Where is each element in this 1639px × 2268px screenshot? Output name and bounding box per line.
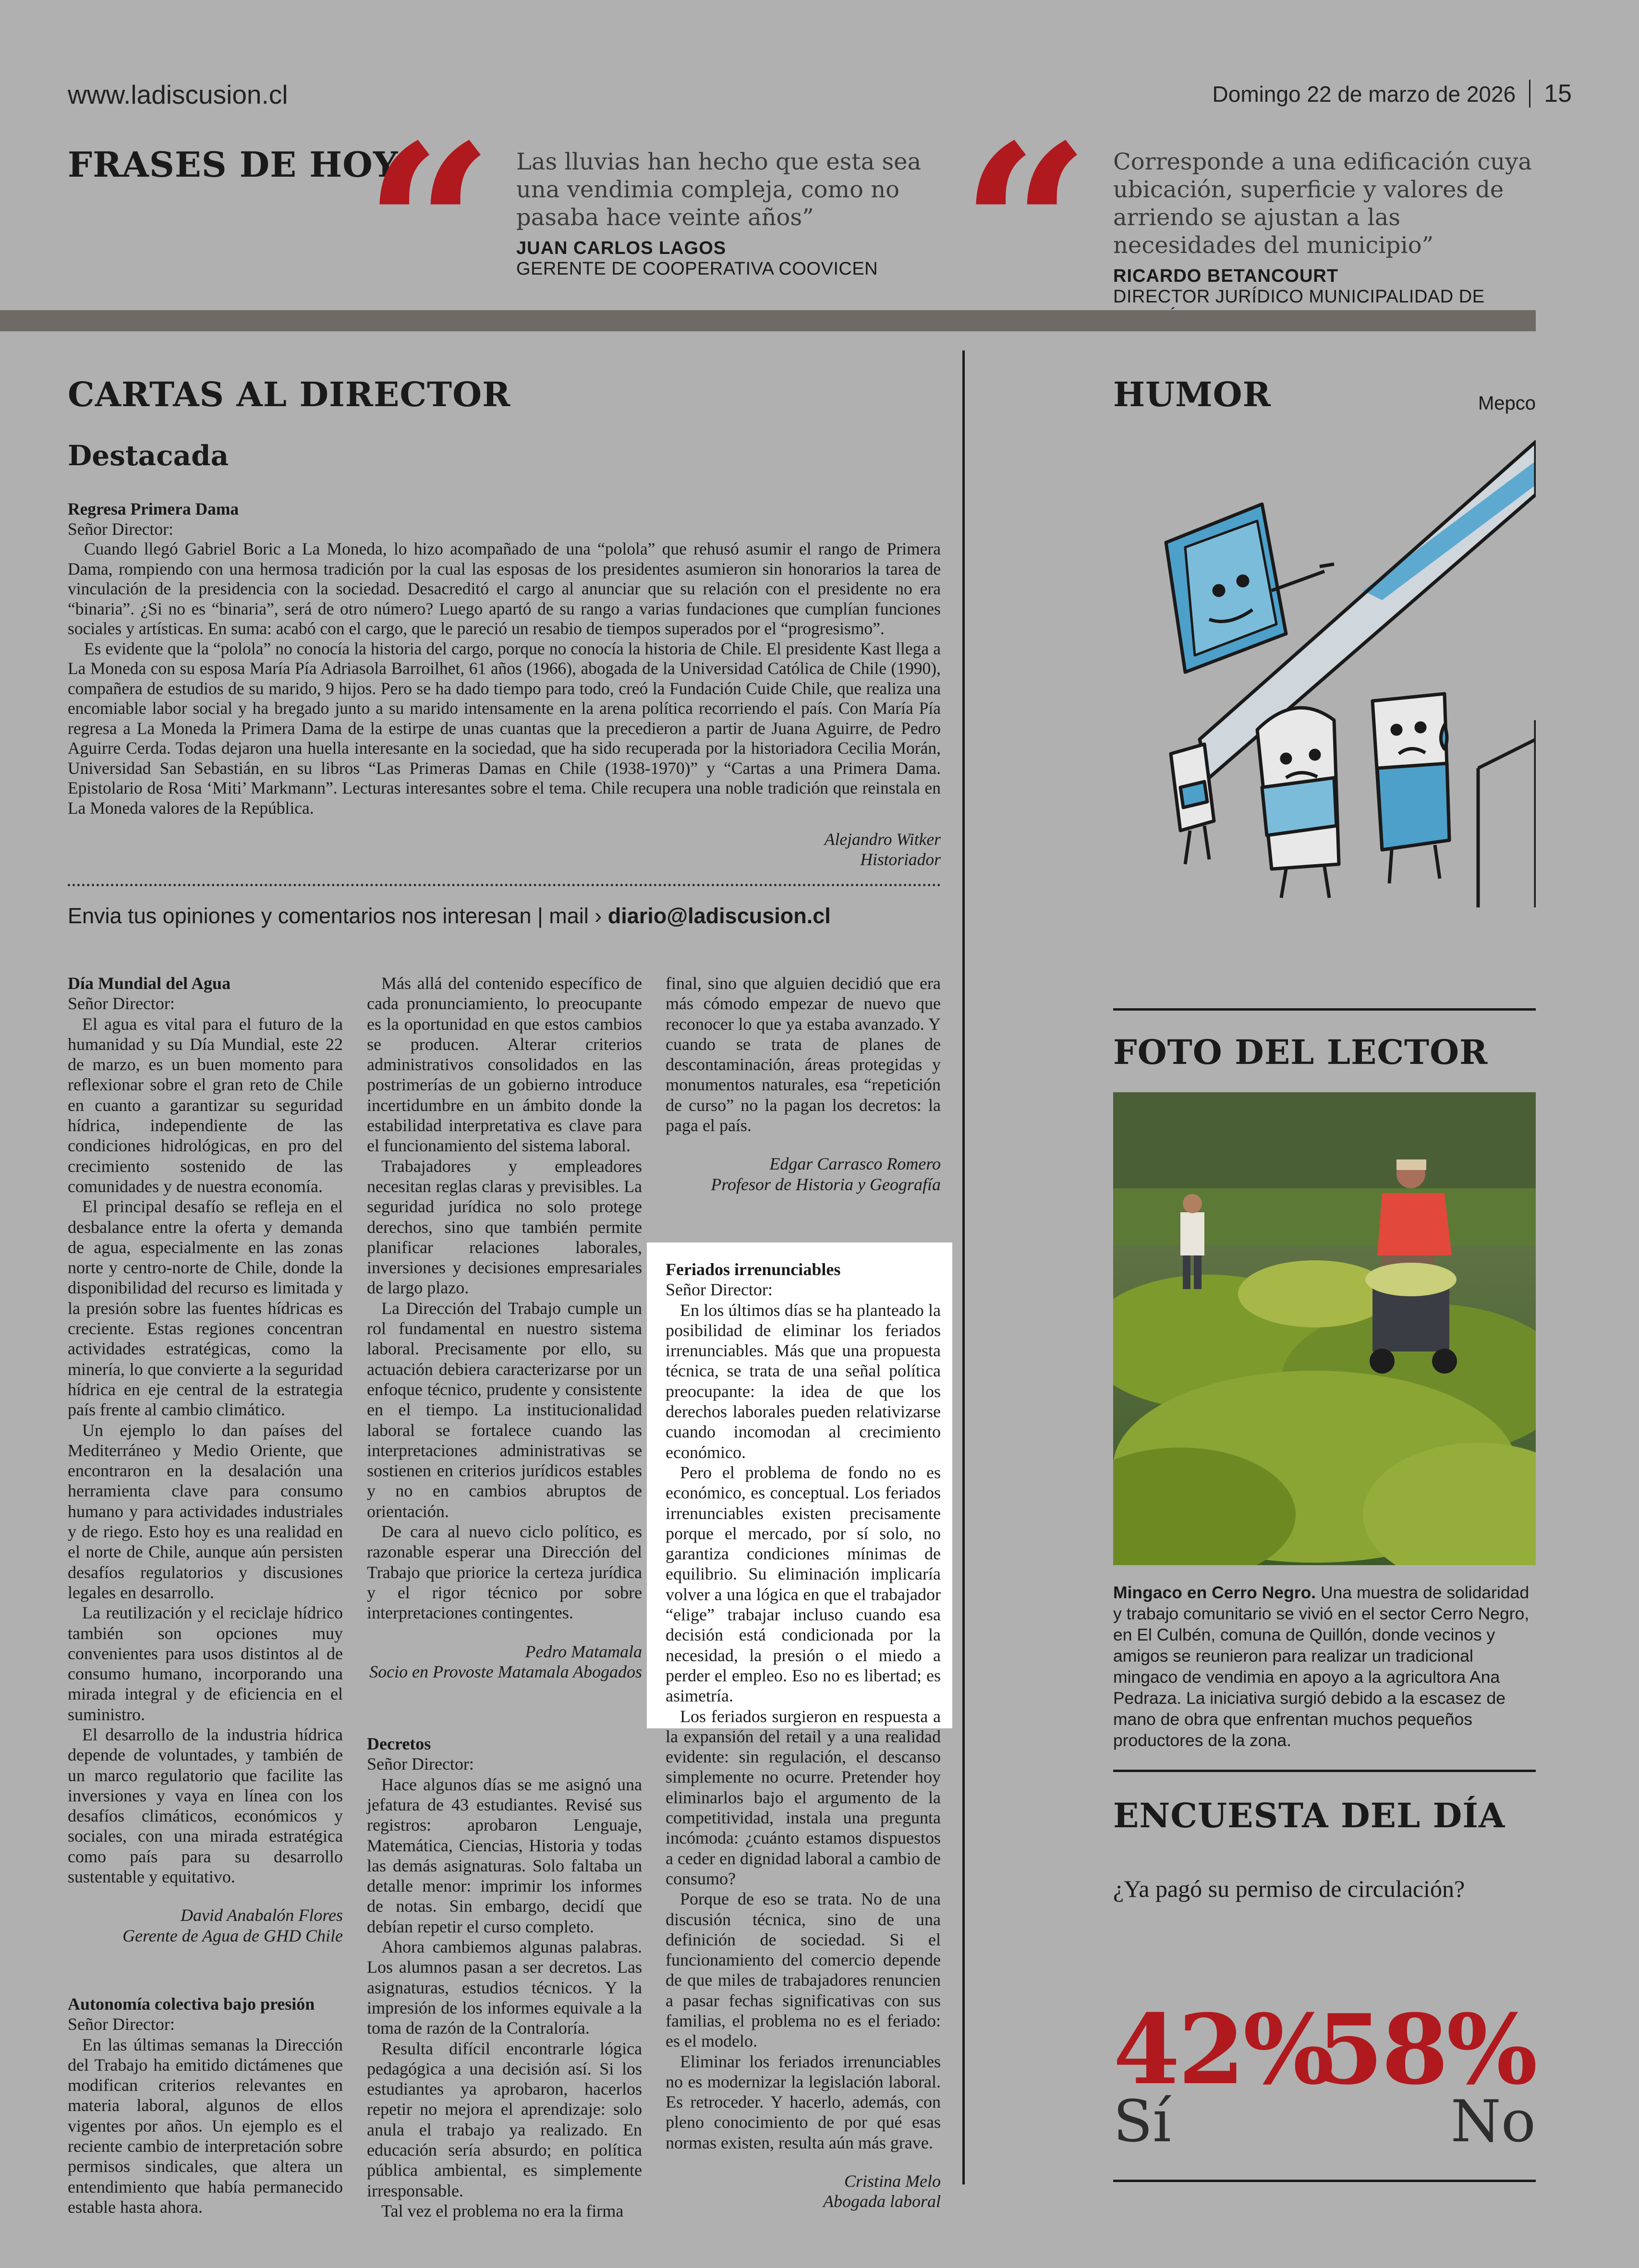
section-rule (1113, 1008, 1536, 1011)
letter-paragraph: Es evidente que la “polola” no conocía la historia del cargo, porque no conocía la historia de Chile. El presidente Kast llega a La Moneda con su esposa María Pía Adriasola Barroilhet, 61 años (1966), abogada de la Universidad Católica de Chile (1990), compañera de estudios de su marido, 9 hijos. Pero se ha dado tiempo para todo, creó la Fundación Cuide Chile, que realiza una encomiable labor social y ha bregado junto a su marido intensamente en la arena política recorriendo el país. Con María Pía regresa a La Moneda la Primera Dama de la estirpe de unas cuantas que la precedieron a partir de Juana Aguirre, de Pedro Aguirre Cerda. Todas dejaron una huella interesante en la sociedad, que ha sido recuperada por la historiadora Cecilia Morán, Universidad San Sebastián, en su libros “Las Primeras Damas en Chile (1938-1970)” y “Cartas a una Primera Dama. Epistolario de Rosa ‘Miti’ Markmann”. Lecturas interesantes sobre el tema. Chile recupera una noble tradición que reinstala en La Moneda valores de la República. (68, 639, 941, 818)
letter-paragraph: Hace algunos días se me asignó una jefatura de 43 estudiantes. Revisé sus registros: aprobaron Lenguaje, Matemática, Ciencias, Historia y todas las demás asignaturas. Solo faltaba un detalle menor: imprimir los informes de notas. Sin embargo, decidí que debían repetir el curso completo. (367, 1774, 642, 1936)
letter-title: Día Mundial del Agua (68, 974, 231, 993)
quote-1-text: Las lluvias han hecho que esta sea una vendimia compleja, como no pasaba hace veinte años” (516, 148, 922, 231)
letter-paragraph: Más allá del contenido específico de cada pronunciamiento, lo preocupante es la oportunidad en que estos cambios se producen. Alterar criterios administrativos consolidados en las postrimerías de un gobierno introduce incertidumbre en un ámbito donde la estabilidad interpretativa es clave para el funcionamiento del sistema laboral. (367, 974, 642, 1156)
letter-paragraph: Pero el problema de fondo no es económico, es conceptual. Los feriados irrenunciables existen precisamente porque el mercado, por sí solo, no garantiza condiciones mínimas de equilibrio. Su eliminación implicaría volver a una lógica en que el trabajador “elige” trabajar incluso cuando esa decisión está condicionada por la necesidad, la presión o el miedo a perder el empleo. Eso no es libertad; es asimetría. (666, 1462, 941, 1706)
letter-author: Alejandro Witker (824, 830, 941, 849)
contact-email[interactable]: diario@ladiscusion.cl (607, 904, 831, 928)
quote-1-role: GERENTE DE COOPERATIVA COOVICEN (516, 259, 878, 279)
dotted-divider (68, 884, 941, 886)
letter-paragraph: El desarrollo de la industria hídrica depende de voluntades, y también de un marco regulatorio que facilite las inversiones y vaya en línea con los desafíos climáticos, económicos y sociales, con una mirada estratégica como país para su desarrollo sustentable y equitativo. (68, 1725, 343, 1887)
humor-cartoon (1113, 432, 1536, 907)
letter-author: Pedro Matamala (525, 1641, 642, 1661)
header-divider-bar (0, 310, 1536, 331)
letter-author-role: Abogada laboral (823, 2192, 941, 2211)
encuesta-title: ENCUESTA DEL DÍA (1113, 1796, 1505, 1835)
featured-letter (68, 499, 941, 869)
caption-title: Mingaco en Cerro Negro. (1113, 1583, 1316, 1602)
quote-2-name: RICARDO BETANCOURT (1113, 266, 1339, 286)
quote-2 (1113, 148, 1536, 328)
letter-author-role: Historiador (860, 849, 941, 869)
letter-paragraph: Porque de eso se trata. No de una discusión técnica, sino de una definición de sociedad. Si el funcionamiento del comercio depende de que miles de trabajadores renuncien a pasar fechas significativas con sus familias, el problema no es el feriado: es el modelo. (666, 1889, 941, 2051)
quote-1-name: JUAN CARLOS LAGOS (516, 238, 727, 258)
letter-salutation: Señor Director: (68, 519, 173, 539)
featured-label: Destacada (68, 439, 229, 472)
quote-mark-icon: “ (960, 115, 1091, 259)
letter-paragraph: En las últimas semanas la Dirección del Trabajo ha emitido dictámenes que modifican criterios relevantes en materia laboral, algunos de ellos vigentes por años. Un ejemplo es el reciente cambio de interpretación sobre permisos sindicales, que altera un entendimiento que había permanecido estable hasta ahora. (68, 2035, 343, 2217)
feriados-letter (666, 1259, 941, 2212)
cartoon-image (1113, 432, 1536, 907)
letter-paragraph: final, sino que alguien decidió que era más cómodo empezar de nuevo que reconocer lo que ya estaba avanzado. Y cuando se trata de planes de descontaminación, áreas protegidas y monumentos naturales, esa “repetición de curso” no la pagan los decretos: la paga el país. (666, 974, 941, 1135)
date-text: Domingo 22 de marzo de 2026 (1212, 82, 1516, 107)
page-number: 15 (1529, 80, 1572, 108)
column-2 (367, 973, 642, 2221)
quote-mark-icon: “ (364, 115, 494, 259)
letter-author: Cristina Melo (844, 2171, 941, 2191)
letter-paragraph: La Dirección del Trabajo cumple un rol fundamental en nuestro sistema laboral. Precisamente por ello, su actuación debiera caracterizarse por un enfoque técnico, prudente y consistente en el tiempo. La institucionalidad laboral se fortalece cuando las interpretaciones administrativas se sostienen en criterios jurídicos estables y no en cambios abruptos de orientación. (367, 1298, 642, 1521)
caption-text: Una muestra de solidaridad y trabajo comunitario se vivió en el sector Cerro Negro, en El Culbén, comuna de Quillón, donde vecinos y amigos se reunieron para realizar un tradicional mingaco de vendimia en apoyo a la agricultora Ana Pedraza. La iniciativa surgió debido a la escasez de mano de obra que enfrentan muchos pequeños productores de la zona. (1113, 1583, 1530, 1750)
letter-paragraph: Trabajadores y empleadores necesitan reglas claras y previsibles. La seguridad jurídica no solo protege derechos, sino que también permite planificar relaciones laborales, inversiones y decisiones empresariales de largo plazo. (367, 1156, 642, 1298)
cartoon-credit: Mepco (1478, 393, 1536, 414)
letter-title: Regresa Primera Dama (68, 499, 239, 519)
letter-paragraph: De cara al nuevo ciclo político, es razonable esperar una Dirección del Trabajo que priorice la certeza jurídica y el rigor técnico por sobre interpretaciones contingentes. (367, 1522, 642, 1623)
quote-2-role: DIRECTOR JURÍDICO MUNICIPALIDAD DE (1113, 287, 1485, 307)
letter-paragraph: Tal vez el problema no era la firma (381, 2201, 624, 2220)
column-3 (666, 973, 941, 1194)
letter-author-role: Socio en Provoste Matamala Abogados (369, 1662, 642, 1681)
letter-paragraph: La reutilización y el reciclaje hídrico también son opciones muy convenientes para usos distintos al de consumo humano, incorporando una mirada integral y de eficiencia en el suministro. (68, 1603, 343, 1724)
letter-paragraph: Cuando llegó Gabriel Boric a La Moneda, lo hizo acompañado de una “polola” que rehusó asumir el rango de Primera Dama, rompiendo con una hermosa tradición por la cual las esposas de los presidentes asumieron sin honorarios la tarea de vinculación de la presidencia con la sociedad. Desacreditó el cargo al anunciar que su relación con el presidente no era “binaria”. ¿Si no es “binaria”, será de otro número? Luego apartó de su rango a varias fundaciones que cumplían funciones sociales y artísticas. En suma: acabó con el cargo, que le pareció un resabio de tiempos superados por el “progresismo”. (68, 539, 941, 638)
letter-paragraph: El principal desafío se refleja en el desbalance entre la oferta y demanda de agua, especialmente en las zonas norte y centro-norte de Chile, donde la disponibilidad del recurso es limitada y la presión sobre las fuentes hídricas es creciente. Estas regiones concentran actividades estratégicas, como la minería, lo que convierte a la seguridad hídrica en eje central de la estrategia país frente al cambio climático. (68, 1197, 343, 1420)
frases-title: FRASES DE HOY (68, 144, 399, 185)
letter-author: Edgar Carrasco Romero (769, 1154, 941, 1174)
column-divider (962, 350, 965, 2184)
section-rule (1113, 2180, 1536, 2182)
contact-text: Envia tus opiniones y comentarios nos interesan | mail › (68, 904, 608, 928)
quote-2-text: Corresponde a una edificación cuya ubicación, superficie y valores de arriendo se ajustan a las necesidades del municipio” (1113, 148, 1532, 259)
foto-title: FOTO DEL LECTOR (1113, 1032, 1488, 1072)
reader-photo (1113, 1092, 1536, 1565)
column-1 (68, 973, 343, 2217)
letter-title: Feriados irrenunciables (666, 1260, 841, 1279)
letter-salutation: Señor Director: (68, 2015, 175, 2034)
letter-salutation: Señor Director: (666, 1280, 773, 1300)
site-url[interactable]: www.ladiscusion.cl (68, 80, 288, 109)
letter-paragraph: En los últimos días se ha planteado la posibilidad de eliminar los feriados irrenunciables. Más que una propuesta técnica, se trata de una señal política preocupante: la idea de que los derechos laborales pueden relativizarse cuando incomodan al crecimiento económico. (666, 1300, 941, 1462)
vineyard-photo (1113, 1092, 1536, 1565)
letter-paragraph: Eliminar los feriados irrenunciables no es modernizar la legislación laboral. Es retroceder. Y hacerlo, además, con pleno conocimiento de por qué esas normas existen, resulta aún más grave. (666, 2051, 941, 2152)
letter-title: Decretos (367, 1734, 431, 1754)
quote-1 (516, 148, 939, 279)
poll-no-percent: 58% (1316, 1993, 1536, 2106)
poll-yes-label: Sí (1113, 2088, 1171, 2155)
letter-author-role: Profesor de Historia y Geografía (711, 1174, 941, 1194)
letter-salutation: Señor Director: (68, 994, 175, 1013)
letter-paragraph: Ahora cambiemos algunas palabras. Los alumnos pasan a ser decretos. Las asignaturas, estudios técnicos. Y la impresión de los informes equivale a la toma de razón de la Contraloría. (367, 1937, 642, 2038)
letter-title: Autonomía colectiva bajo presión (68, 1994, 315, 2014)
letter-author-role: Gerente de Agua de GHD Chile (122, 1926, 343, 1945)
humor-title: HUMOR (1113, 374, 1271, 414)
poll-yes-percent: 42% (1113, 1993, 1333, 2106)
letter-salutation: Señor Director: (367, 1754, 474, 1774)
letter-paragraph: El agua es vital para el futuro de la humanidad y su Día Mundial, este 22 de marzo, es un buen momento para reflexionar sobre el gran reto de Chile en cuanto a garantizar su seguridad hídrica, independiente de las condiciones hidrológicas, en pro del crecimiento sostenido de las comunidades y de nuestra economía. (68, 1014, 343, 1196)
cartas-title: CARTAS AL DIRECTOR (68, 374, 511, 414)
poll-no-label: No (1450, 2088, 1536, 2155)
letter-author: David Anabalón Flores (181, 1906, 343, 1925)
issue-date (1213, 79, 1572, 108)
letter-paragraph: Resulta difícil encontrarle lógica pedagógica a una decisión así. Si los estudiantes ya aprobaron, hacerlos repetir no mejora el aprendizaje: solo anula el trabajo ya realizado. En educación sería absurdo; en política pública ambiental, es simplemente irresponsable. (367, 2039, 642, 2200)
letter-paragraph: Un ejemplo lo dan países del Mediterráneo y Medio Oriente, que encontraron en la desalación una herramienta clave para consumo humano y para actividades industriales y de riego. Esto hoy es una realidad en el norte de Chile, aunque aún persisten desafíos regulatorios y discusiones legales en desarrollo. (68, 1420, 343, 1602)
section-rule (1113, 1770, 1536, 1772)
contact-line (68, 904, 831, 929)
poll-question: ¿Ya pagó su permiso de circulación? (1113, 1875, 1465, 1902)
photo-caption (1113, 1582, 1536, 1751)
letter-paragraph: Los feriados surgieron en respuesta a la expansión del retail y a una realidad evidente: sin regulación, el descanso simplemente no ocurre. Pretender hoy eliminarlos bajo el argumento de la competitividad, instala una pregunta incómoda: ¿cuánto estamos dispuestos a ceder en dignidad laboral a cambio de consumo? (666, 1706, 941, 1888)
